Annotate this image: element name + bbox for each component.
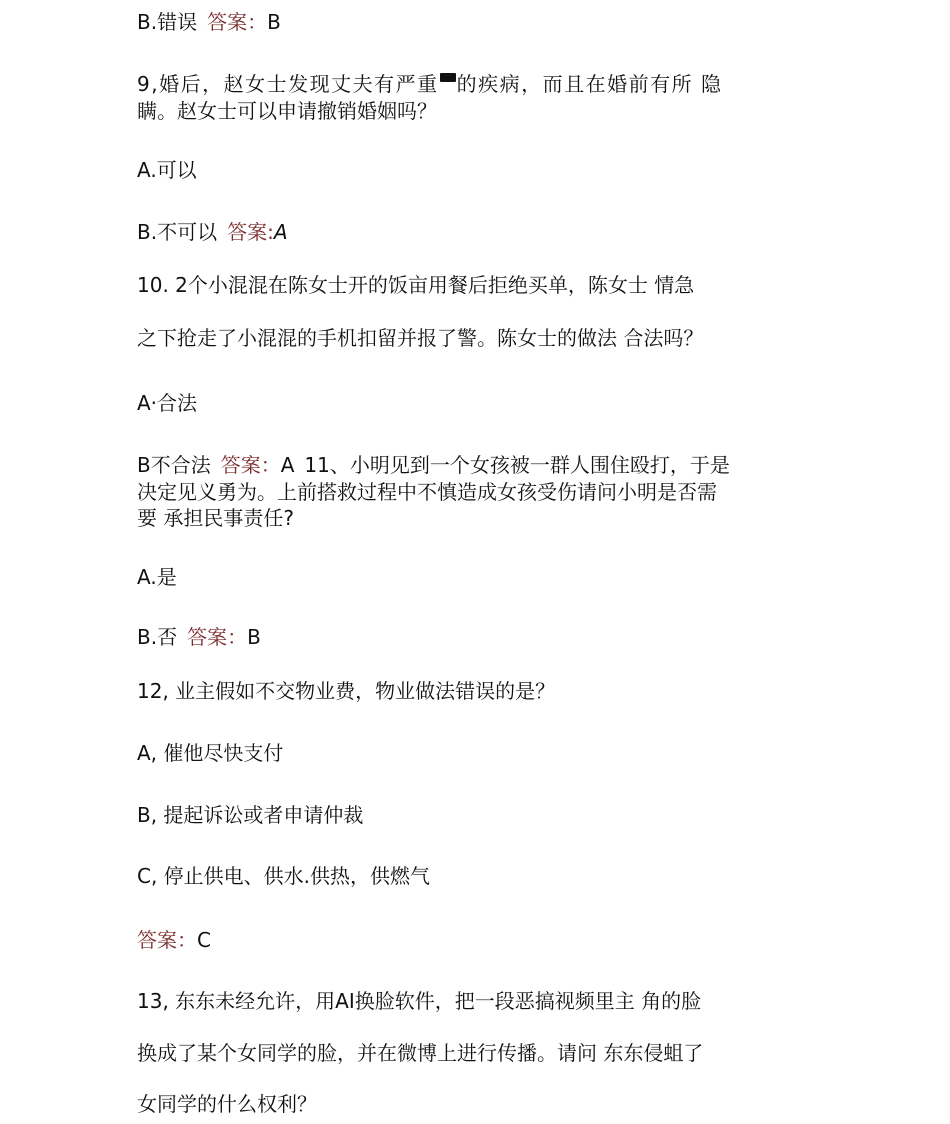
superscript-marker-icon bbox=[440, 73, 456, 82]
q9-text-part-2: 的疾病，而且在婚前有所 隐 bbox=[456, 72, 723, 96]
q10-answer-value: A bbox=[280, 453, 295, 477]
q8-answer-label: 答案： bbox=[207, 10, 268, 34]
q9-answer-value: A bbox=[273, 220, 288, 244]
q9-option-a: A.可以 bbox=[137, 158, 197, 182]
q10-question-line-1: 10. 2个小混混在陈女士开的饭亩用餐后拒绝买单，陈女士 情急 bbox=[137, 273, 695, 297]
q12-question: 12, 业主假如不交物业费，物业做法错误的是？ bbox=[137, 679, 556, 703]
q11-option-a: A.是 bbox=[137, 565, 177, 589]
q11-answer-label: 答案： bbox=[187, 625, 248, 649]
q9-option-b: B.不可以 bbox=[137, 220, 218, 244]
q11-option-b: B.否 bbox=[137, 625, 178, 649]
q10-question-line-2: 之下抢走了小混混的手机扣留并报了警。陈女士的做法 合法吗？ bbox=[137, 326, 704, 350]
q10-answer-label: 答案： bbox=[220, 453, 281, 477]
q10-option-b-line bbox=[137, 453, 730, 477]
q9-question-line-2: 瞒。赵女士可以申请撤销婚姻吗？ bbox=[137, 99, 437, 123]
q8-answer-value: B bbox=[267, 10, 281, 34]
q10-option-b: B不合法 bbox=[137, 453, 211, 477]
q12-option-b: B, 提起诉讼或者申请仲裁 bbox=[137, 803, 364, 827]
q9-text-part-1: 9,婚后，赵女士发现丈夫有严重 bbox=[137, 72, 439, 96]
q11-option-b-line bbox=[137, 625, 261, 649]
q13-question-line-2: 换成了某个女同学的脸，并在微博上进行传播。请问 东东侵蛆了 bbox=[137, 1041, 704, 1065]
q9-answer-label: 答案: bbox=[227, 220, 274, 244]
q9-question-line-1 bbox=[137, 72, 722, 96]
q12-answer-line bbox=[137, 928, 211, 952]
q12-option-c: C, 停止供电、供水.供热，供燃气 bbox=[137, 864, 431, 888]
q13-question-line-1: 13, 东东未经允许，用AI换脸软件，把一段恶搞视频里主 角的脸 bbox=[137, 989, 702, 1013]
q12-answer-label: 答案： bbox=[137, 928, 197, 952]
q11-question-line-3: 要 承担民事责任? bbox=[137, 506, 294, 530]
q9-option-b-line bbox=[137, 220, 288, 244]
q11-question-line-2: 决定见义勇为。上前搭救过程中不慎造成女孩受伤请问小明是否需 bbox=[137, 480, 717, 504]
q8-option-b: B.错误 bbox=[137, 10, 198, 34]
q10-option-a: A·合法 bbox=[137, 391, 198, 415]
q8-option-b-line bbox=[137, 10, 281, 34]
q11-question-line-1: 11、小明见到一个女孩被一群人围住殴打，于是 bbox=[304, 453, 730, 477]
q12-option-a: A, 催他尽快支付 bbox=[137, 741, 284, 765]
q11-answer-value: B bbox=[247, 625, 261, 649]
q13-question-line-3: 女同学的什么权利？ bbox=[137, 1092, 317, 1116]
q12-answer-value: C bbox=[197, 928, 211, 952]
